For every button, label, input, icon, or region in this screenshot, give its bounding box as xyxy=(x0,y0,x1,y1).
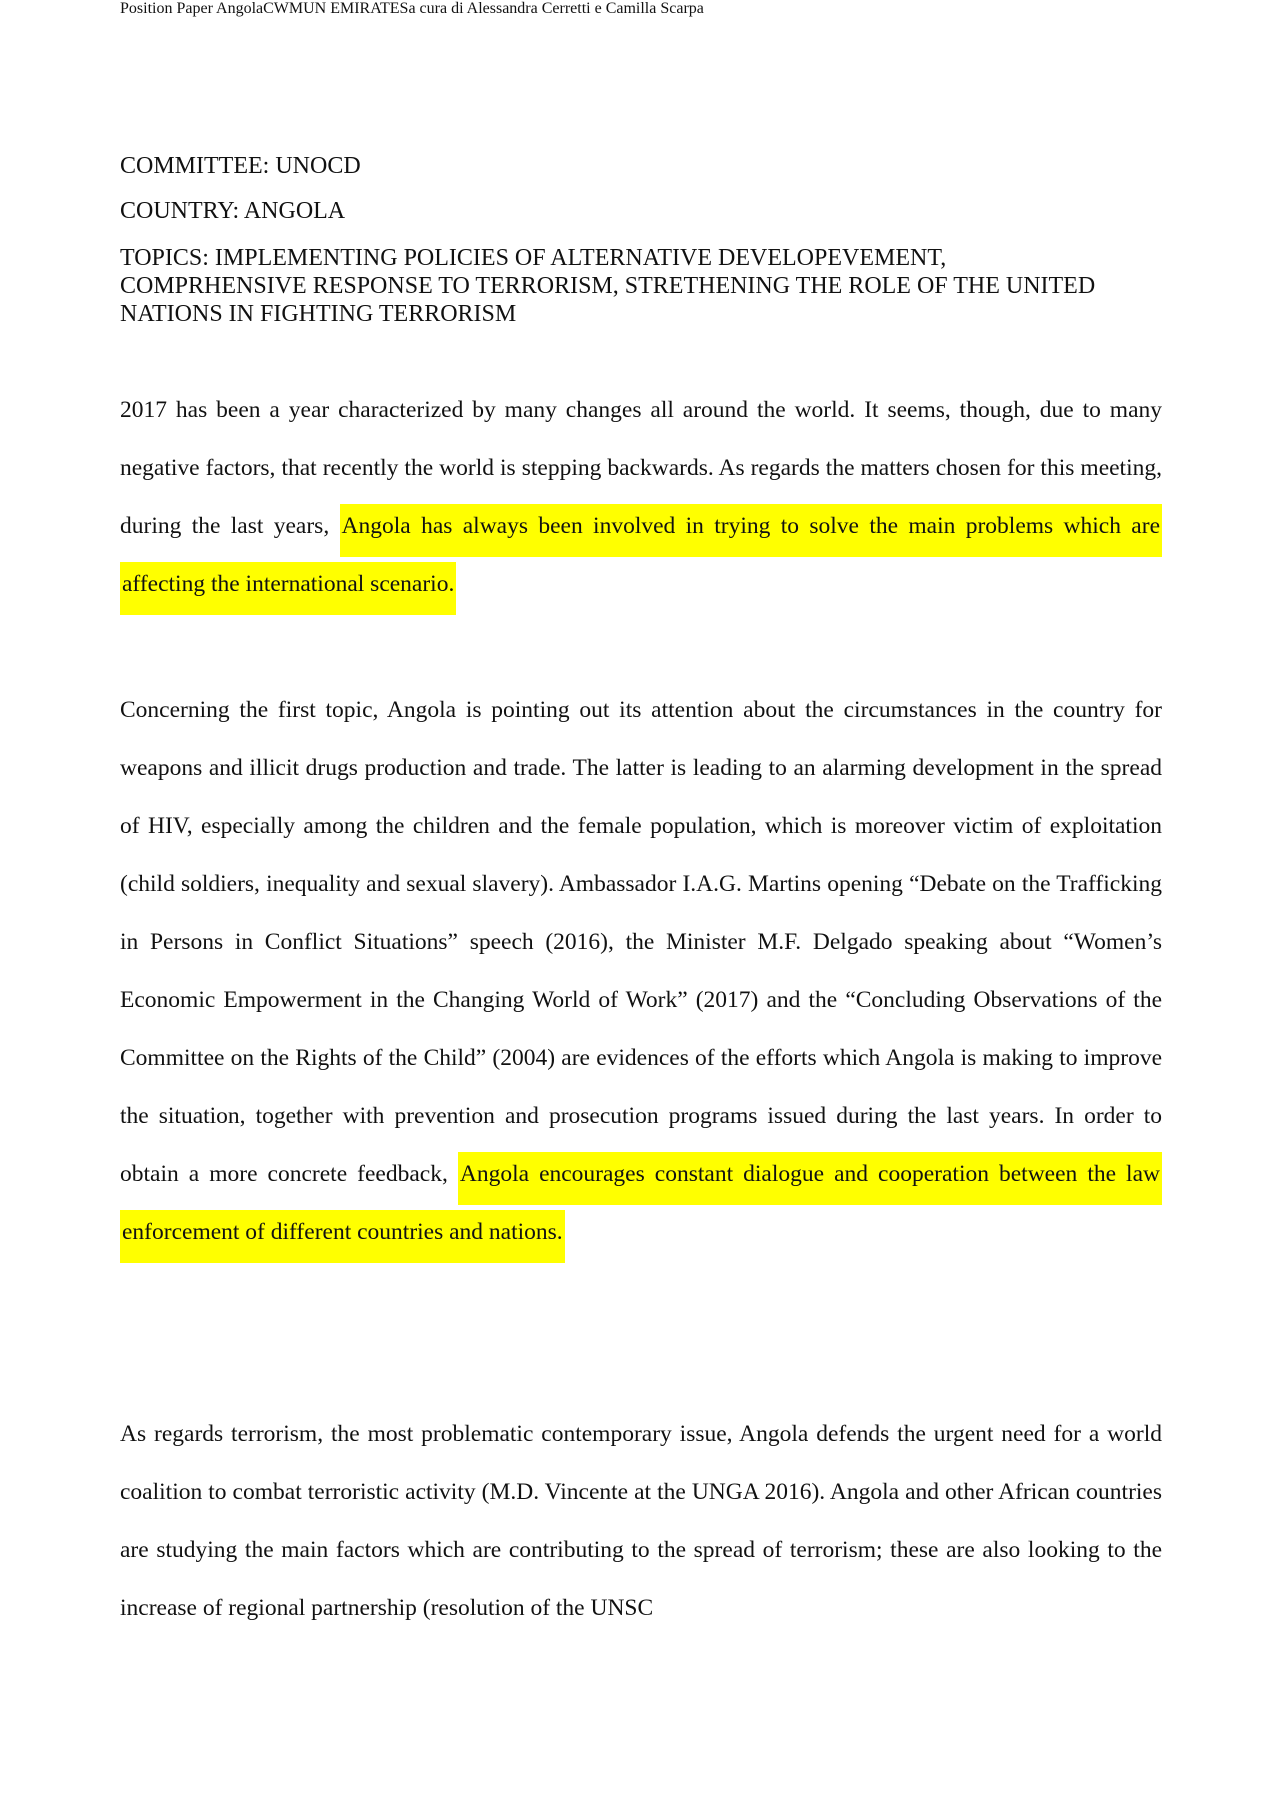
committee-line: COMMITTEE: UNOCD xyxy=(120,153,361,179)
topics-line: TOPICS: IMPLEMENTING POLICIES OF ALTERNATIVE DEVELOPEVEMENT, COMPRHENSIVE RESPONSE TO TERRORISM, STRETHENING THE ROLE OF THE UNITED NATIONS IN FIGHTING TERRORISM xyxy=(120,245,1096,327)
paragraph-intro-highlight: Angola has always been involved in trying to solve the main problems which are affecting the international scenario. xyxy=(120,504,1162,615)
paragraph-first-topic xyxy=(120,681,1162,1261)
paragraph-first-topic-text: Concerning the first topic, Angola is pointing out its attention about the circumstances in the country for weapons and illicit drugs production and trade. The latter is leading to an alarming development in the spread of HIV, especially among the children and the female population, which is moreover victim of exploitation (child soldiers, inequality and sexual slavery). Ambassador I.A.G. Martins opening “Debate on the Trafficking in Persons in Conflict Situations” speech (2016), the Minister M.F. Delgado speaking about “Women’s Economic Empowerment in the Changing World of Work” (2017) and the “Concluding Observations of the Committee on the Rights of the Child” (2004) are evidences of the efforts which Angola is making to improve the situation, together with prevention and prosecution programs issued during the last years. In order to obtain a more concrete feedback, xyxy=(120,697,1162,1187)
paragraph-terrorism-text: As regards terrorism, the most problematic contemporary issue, Angola defends the urgent need for a world coalition to combat terroristic activity (M.D. Vincente at the UNGA 2016). Angola and other African countries are studying the main factors which are contributing to the spread of terrorism; these are also looking to the increase of regional partnership (resolution of the UNSC xyxy=(120,1421,1162,1621)
paragraph-first-topic-highlight: Angola encourages constant dialogue and cooperation between the law enforcement of different countries and nations. xyxy=(120,1152,1162,1263)
page-header: Position Paper AngolaCWMUN EMIRATESa cura di Alessandra Cerretti e Camilla Scarpa xyxy=(120,0,704,17)
paragraph-intro xyxy=(120,381,1162,613)
country-line: COUNTRY: ANGOLA xyxy=(120,198,346,224)
paragraph-intro-text: 2017 has been a year characterized by many changes all around the world. It seems, though, due to many negative factors, that recently the world is stepping backwards. As regards the matters chosen for this meeting, during the last years, xyxy=(120,397,1162,539)
paragraph-terrorism xyxy=(120,1405,1162,1637)
